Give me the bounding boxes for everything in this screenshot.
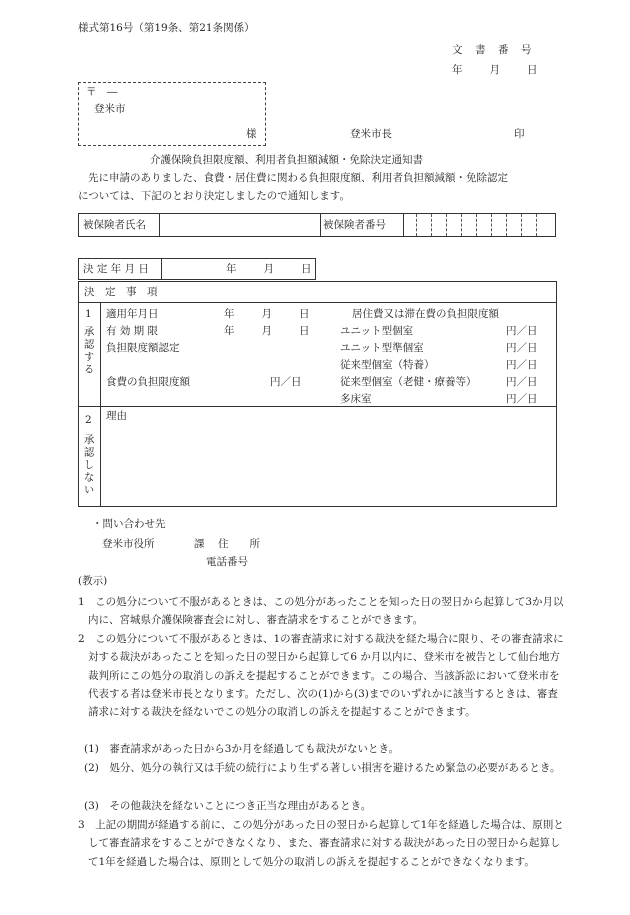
residence-row-label: ユニット型個室: [340, 325, 414, 337]
residence-row-label: 従来型個室（老健・療養等）: [340, 376, 477, 388]
insured-number-label: 被保険者番号: [321, 214, 404, 237]
reject-number: 2: [85, 414, 92, 426]
insured-number-digits: [404, 214, 556, 237]
approve-number: 1: [85, 308, 92, 320]
decision-date-value: 年 月 日: [162, 259, 316, 280]
intro-line-2: については、下記のとおり決定しましたので通知します。: [78, 190, 350, 202]
issuer-name: 登米市長: [350, 128, 392, 140]
residence-row-unit: 円／日: [506, 393, 538, 405]
approve-row-label: 有 効 期 限: [106, 325, 159, 337]
document-number-label: 文 書 番 号: [452, 44, 533, 56]
instruction-item: 2 この処分について不服があるときは、1の審査請求に対する裁決を経た場合に限り、その審査請求に対する裁決があったことを知った日の翌日から起算して6 か月以内に、登米市を被告として仙台地方裁判所にこの処分の取消しの訴えを提起することができます。この場合、当該訴訟において登米市を代表する者は登米市長となります。ただし、次の(1)から(3)までのいずれかに該当するときは、審査請求に対する裁決を経ないでこの処分の取消しの訴えを提起することができます。: [78, 633, 564, 719]
instruction-subitem: (2) 処分、処分の執行又は手続の続行により生ずる著しい損害を避けるため緊急の必要があるとき。: [84, 762, 561, 774]
page-title: 介護保険負担限度額、利用者負担額減額・免除決定通知書: [150, 154, 423, 166]
recipient-honorific: 様: [246, 128, 257, 140]
instruction-item: 3 上記の期間が経過する前に、この処分があった日の翌日から起算して1年を経過した場合は、原則として審査請求をすることができなくなり、また、審査請求に対する裁決があった日の翌日から起算して1年を経過した場合は、原則として処分の取消しの訴えを提起することができなくなります。: [78, 819, 564, 868]
decision-date-table: [78, 258, 316, 280]
approve-row-value: 年 月 日: [224, 325, 312, 337]
approve-row-label: 負担限度額認定: [106, 342, 180, 354]
issuer-seal: 印: [514, 128, 525, 140]
instruction-item: 1 この処分について不服があるときは、この処分があったことを知った日の翌日から起算して3か月以内に、宮城県介護保険審査会に対し、審査請求をすることができます。: [78, 596, 564, 627]
approve-row-label: 適用年月日: [106, 308, 159, 320]
contact-office: 登米市役所: [102, 538, 155, 550]
document-date-line: 年 月 日: [452, 64, 540, 76]
contact-section: 課: [194, 538, 205, 550]
approve-row-label: 食費の負担限度額: [106, 376, 190, 388]
instruction-subitem: (1) 審査請求があった日から3か月を経過しても裁決がないとき。: [84, 743, 400, 755]
residence-row-label: 多床室: [340, 393, 372, 405]
reject-label: 承認しない: [82, 434, 95, 497]
residence-row-unit: 円／日: [506, 359, 538, 371]
residence-row-unit: 円／日: [506, 376, 538, 388]
residence-row-unit: 円／日: [506, 342, 538, 354]
residence-cost-title: 居住費又は滞在費の負担限度額: [352, 308, 499, 320]
instruction-heading: (教示): [78, 575, 108, 587]
residence-row-label: ユニット型準個室: [340, 342, 424, 354]
approve-row-value: 円／日: [270, 376, 302, 388]
residence-row-label: 従来型個室（特養）: [340, 359, 435, 371]
contact-heading: ・問い合わせ先: [92, 518, 166, 530]
insured-name-label: 被保険者氏名: [79, 214, 160, 237]
decision-matter-heading: 決 定 事 項: [84, 286, 158, 298]
residence-row-unit: 円／日: [506, 325, 538, 337]
contact-phone: 電話番号: [206, 556, 248, 568]
form-number: 様式第16号（第19条、第21条関係）: [78, 22, 255, 34]
contact-address: 住 所: [218, 538, 260, 550]
approve-row-value: 年 月 日: [224, 308, 312, 320]
insured-name-value: [160, 214, 321, 237]
reject-reason-label: 理由: [106, 410, 127, 422]
instruction-subitem: (3) その他裁決を経ないことにつき正当な理由があるとき。: [84, 800, 372, 812]
postal-code: 〒 ―: [86, 86, 118, 98]
approve-label: 承認する: [82, 326, 95, 376]
insured-info-table: [78, 213, 556, 237]
intro-line-1: 先に申請のありました、食費・居住費に関わる負担限度額、利用者負担額減額・免除認定: [88, 172, 508, 184]
recipient-city: 登米市: [94, 103, 126, 115]
decision-date-label: 決 定 年 月 日: [79, 259, 162, 280]
